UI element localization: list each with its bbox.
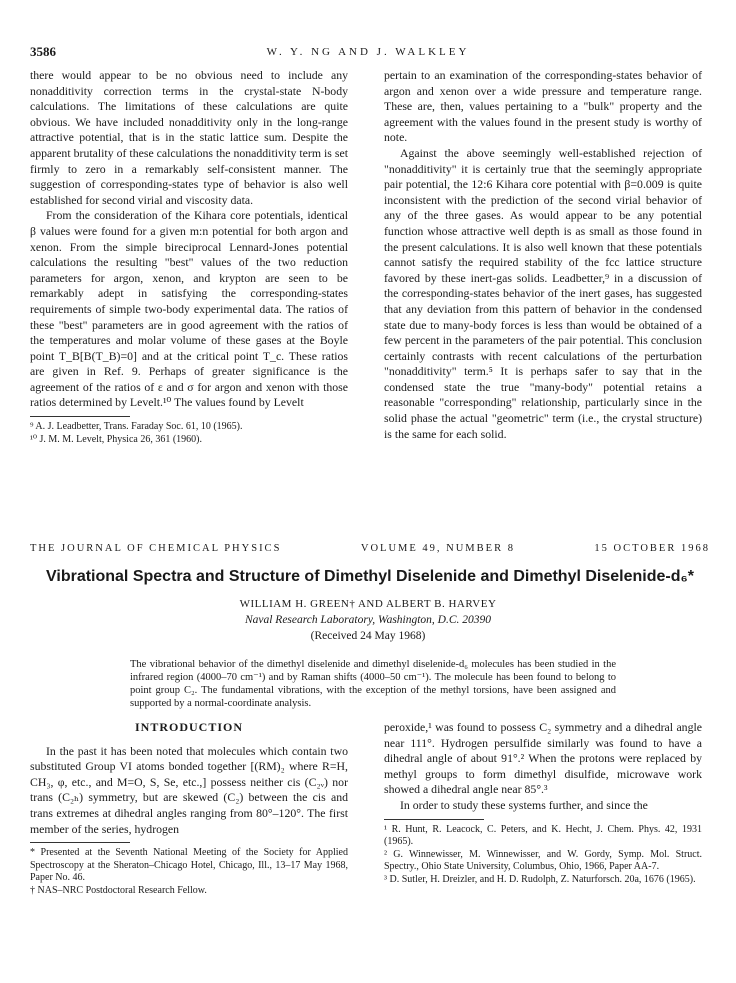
page-number: 3586 [30, 44, 56, 59]
footnote-rule [384, 819, 484, 820]
article-title: Vibrational Spectra and Structure of Dimethyl Diselenide and Dimethyl Diselenide-d₆* [45, 568, 694, 585]
footnote: ¹ R. Hunt, R. Leacock, C. Peters, and K. Hecht, J. Chem. Phys. 42, 1931 (1965). [384, 823, 702, 848]
paragraph: In order to study these systems further, and since the [400, 797, 648, 812]
article-authors: WILLIAM H. GREEN† AND ALBERT B. HARVEY [239, 598, 497, 610]
article-affiliation: Naval Research Laboratory, Washington, D.C. 20390 [244, 614, 492, 626]
paragraph: pertain to an examination of the corresponding-states behavior of argon and xenon over a wide pressure and temperature range. These are, then, values pertaining to a "bulk" property and the agreement with the values found in the present study is worthy of note. [384, 68, 702, 145]
journal-name: THE JOURNAL OF CHEMICAL PHYSICS [30, 543, 282, 554]
top-right-column [384, 68, 702, 442]
paragraph: there would appear to be no obvious need to include any nonadditivity correction terms in the crystal-state N-body calculations. The limitations of these calculations are quite obvious. We have included nonadditivity only in the long-range attractive potential, that is in the static lattice sum. Despite the apparent brutality of these calculations the nonadditivity term is set firmly to zero in a remarkably self-consistent manner. The suggestion of corresponding-states type of behavior is also well established for second virial and viscosity data. [30, 68, 348, 207]
footnote: ² G. Winnewisser, M. Winnewisser, and W. Gordy, Symp. Mol. Struct. Spectry., Ohio State University, Columbus, Ohio, 1966, Paper AA-7. [384, 848, 702, 873]
footnote-rule [30, 416, 130, 417]
paragraph: peroxide,¹ was found to possess C₂ symmetry and a dihedral angle near 111°. Hydrogen persulfide similarly was found to have a dihedral angle of about 91°.² When the protons were replaced by methyl groups to form dimethyl disulfide, microwave work showed a dihedral angle near 85°.³ [384, 720, 702, 797]
footnote: ⁹ A. J. Leadbetter, Trans. Faraday Soc. 61, 10 (1965). [30, 421, 243, 433]
paragraph: Against the above seemingly well-established rejection of "nonadditivity" it is certainly true that the seemingly appropriate pair potential, the 12:6 Kihara core potential with β=0.009 is quite inconsistent with the prediction of the second virial behavior of any of the three gases. As would appear to be any potential function whose attractive well depth is as small as those found in the present calculations. It is also well known that these potentials cannot satisfy the required stability of the fcc lattice structure favored by these inert-gas solids. Leadbetter,⁹ in a discussion of the corresponding-states behavior of the inert gases, has suggested that any deviation from this pattern of behavior in the condensed state due to many-body forces is less than would be obtained of a few percent in the parameters of the pair potential. This conclusion certainly contrasts with recent calculations of the perturbation "nonadditivity" term.⁵ It is perhaps safer to say that in the condensed state the true "many-body" potential retains a reasonable "corresponding" relationship, particularly since in the solid phase the actual "geometric" term (i.e., the crystal structure) is the same for each solid. [384, 145, 702, 441]
abstract: The vibrational behavior of the dimethyl diselenide and dimethyl diselenide-d₆ molecules has been studied in the infrared region (4000–70 cm⁻¹) and by Raman shifts (4000–50 cm⁻¹). The molecule has been found to belong to point group C₂. The fundamental vibrations, with the exception of the methyl torsions, have been assigned and supported by a normal-coordinate analysis. [130, 659, 616, 709]
top-left-column [30, 68, 348, 446]
paragraph: From the consideration of the Kihara core potentials, identical β values were found for a given m:n potential for both argon and xenon. From the simple bireciprocal Lennard-Jones potential calculations the resulting "best" values of the two reduction parameters for argon, xenon, and krypton are seen to be remarkably adept in satisfying the corresponding-states requirements of simple two-body experimental data. The ratios of these "best" parameters are in good agreement with the ratios of the temperatures and molar volume of these gases at the Boyle point T_B[B(T_B)=0] and at the critical point T_c. These ratios are given in Ref. 9. Perhaps of greater significance is the agreement of the ratios of ε and σ for argon and xenon with those ratios determined by Levelt.¹⁰ The values found by Levelt [30, 208, 348, 410]
bottom-left-column [30, 720, 348, 898]
journal-volume: VOLUME 49, NUMBER 8 [360, 543, 515, 554]
bottom-right-column [384, 720, 702, 887]
footnote: ³ D. Sutler, H. Dreizler, and H. D. Rudolph, Z. Naturforsch. 20a, 1676 (1965). [384, 873, 696, 885]
received-date: (Received 24 May 1968) [310, 630, 426, 642]
section-heading: INTRODUCTION [134, 720, 243, 734]
journal-date: 15 OCTOBER 1968 [594, 543, 710, 554]
footnote-rule [30, 842, 130, 843]
paragraph: In the past it has been noted that molecules which contain two substituted Group VI atoms bonded together [(RM)₂ where R=H, CH₃, φ, etc., and M=O, S, Se, etc.,] possess neither cis (C₂ᵥ) nor trans (C₂ₕ) symmetry, but are skewed (C₂) between the cis and trans extremes at dihedral angles ranging from 80°–120°. The first member of the series, hydrogen [30, 743, 348, 836]
footnote: * Presented at the Seventh National Meeting of the Society for Applied Spectroscopy at the Sheraton–Chicago Hotel, Chicago, Ill., 13–17 May 1968, Paper No. 46. [30, 847, 348, 884]
footnote: ¹⁰ J. M. M. Levelt, Physica 26, 361 (1960). [30, 433, 202, 445]
running-head: W. Y. NG AND J. WALKLEY [266, 46, 470, 58]
journal-line [30, 543, 710, 554]
footnote: † NAS–NRC Postdoctoral Research Fellow. [30, 884, 207, 896]
